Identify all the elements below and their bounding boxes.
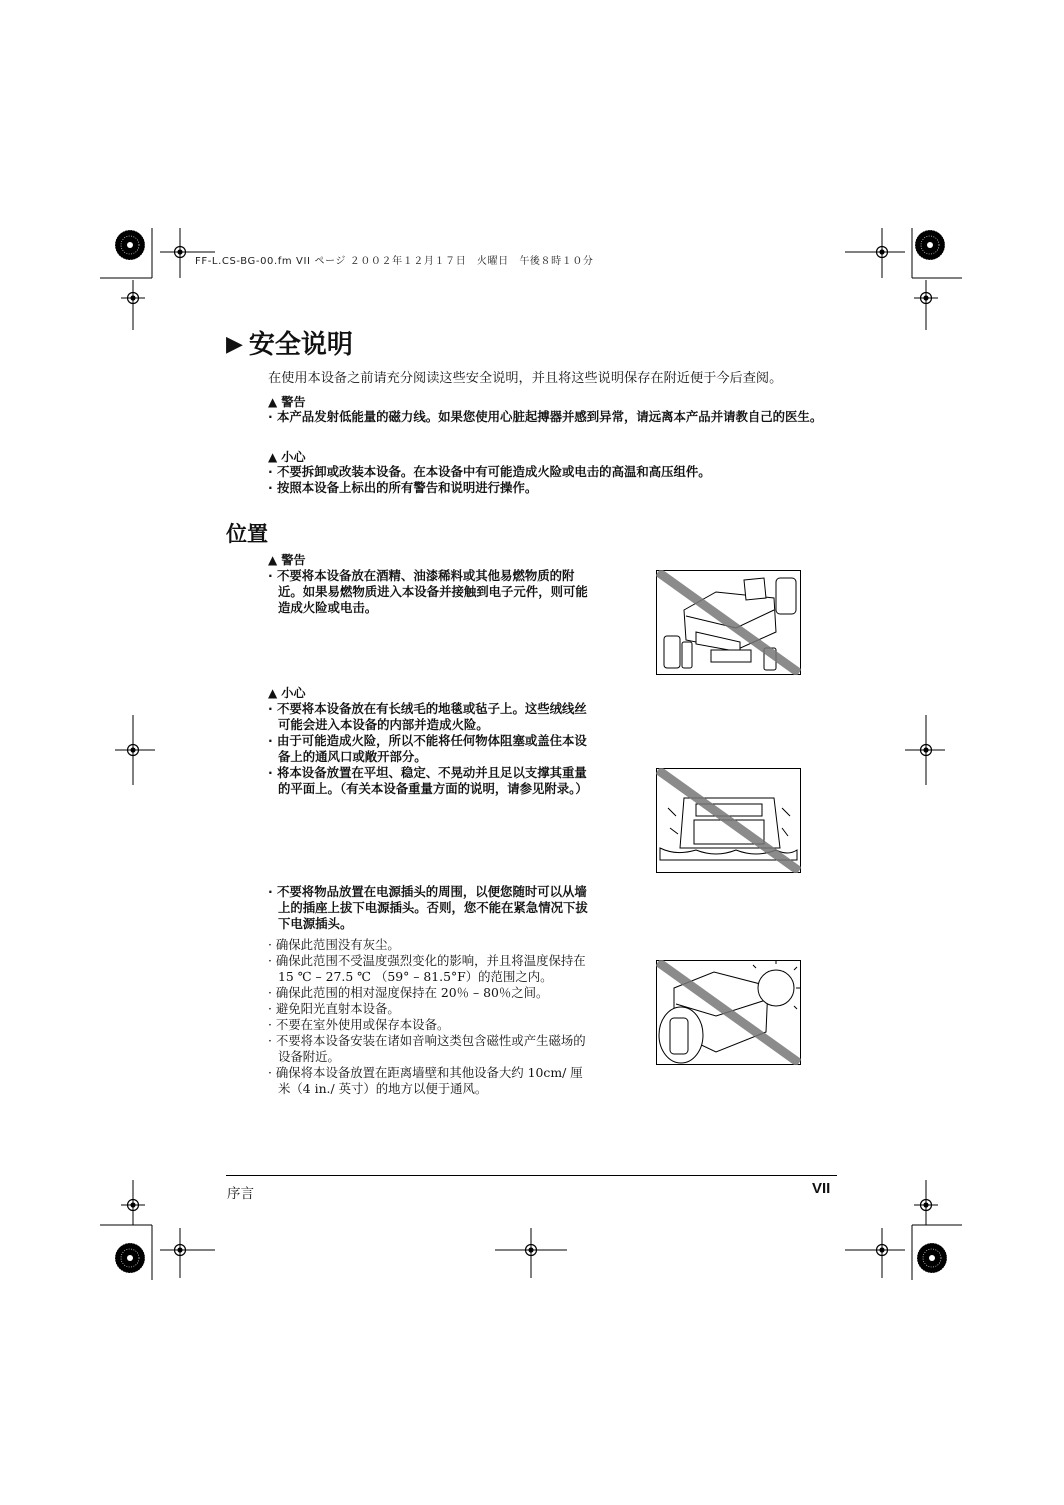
power-plug-note [268,884,594,932]
location-warning-label: ▲ 警告 [268,553,306,567]
location-warning-list [268,568,594,616]
footer-section-name: 序言 [227,1186,254,1202]
list-item: · 确保此范围不受温度强烈变化的影响，并且将温度保持在 15 ℃ – 27.5 ℃ （59° – 81.5°F）的范围之内。 [268,953,586,984]
sunlight-moisture-warning-illustration [656,960,801,1065]
play-triangle-icon: ▶ [226,332,243,357]
location-caution-list [268,701,594,797]
list-item: · 不要在室外使用或保存本设备。 [268,1017,450,1032]
intro-paragraph: 在使用本设备之前请充分阅读这些安全说明，并且将这些说明保存在附近便于今后查阅。 [268,371,783,386]
carpet-warning-illustration [656,768,801,873]
safety-warning-list [268,409,834,425]
list-item: · 确保此范围的相对湿度保持在 20％ – 80％之间。 [268,985,549,1000]
footer-rule [226,1175,837,1176]
flammables-warning-illustration [656,570,801,675]
warning-triangle-icon: ▲ [268,450,278,464]
list-item: · 不要将本设备放在有长绒毛的地毯或毡子上。这些绒线丝可能会进入本设备的内部并造成火险。 [268,701,587,732]
list-item: · 本产品发射低能量的磁力线。如果您使用心脏起搏器并感到异常，请远离本产品并请教自己的医生。 [268,409,823,424]
safety-caution-list [268,464,834,496]
warning-triangle-icon: ▲ [268,553,278,567]
list-item: · 不要将本设备放在酒精、油漆稀料或其他易燃物质的附近。如果易燃物质进入本设备并接触到电子元件，则可能造成火险或电击。 [268,568,588,615]
list-item: · 将本设备放置在平坦、稳定、不晃动并且足以支撑其重量的平面上。（有关本设备重量方面的说明，请参见附录。） [268,765,588,796]
warning-triangle-icon: ▲ [268,686,278,700]
location-heading: 位置 [226,522,268,546]
list-item: · 确保将本设备放置在距离墙壁和其他设备大约 10cm/ 厘米（4 in./ 英寸）的地方以便于通风。 [268,1065,583,1096]
list-item: · 不要将物品放置在电源插头的周围，以便您随时可以从墙上的插座上拔下电源插头。否则，您不能在紧急情况下拔下电源插头。 [268,884,588,931]
list-item: · 由于可能造成火险，所以不能将任何物体阻塞或盖住本设备上的通风口或敞开部分。 [268,733,587,764]
print-header: FF-L.CS-BG-00.fm VII ページ ２００２年１２月１７日 火曜日 午後８時１０分 [195,256,594,267]
page-title-text: 安全说明 [248,330,353,360]
warning-triangle-icon: ▲ [268,395,278,409]
page-number: VII [812,1180,831,1197]
safety-caution-label: ▲ 小心 [268,450,306,464]
location-caution-label: ▲ 小心 [268,686,306,700]
page-title [226,324,353,361]
safety-warning-label: ▲ 警告 [268,395,306,409]
environment-list [268,937,594,1097]
list-item: · 确保此范围没有灰尘。 [268,937,400,952]
list-item: · 避免阳光直射本设备。 [268,1001,400,1016]
list-item: · 不要拆卸或改装本设备。在本设备中有可能造成火险或电击的高温和高压组件。 [268,464,711,479]
list-item: · 不要将本设备安装在诸如音响这类包含磁性或产生磁场的设备附近。 [268,1033,586,1064]
list-item: · 按照本设备上标出的所有警告和说明进行操作。 [268,480,538,495]
